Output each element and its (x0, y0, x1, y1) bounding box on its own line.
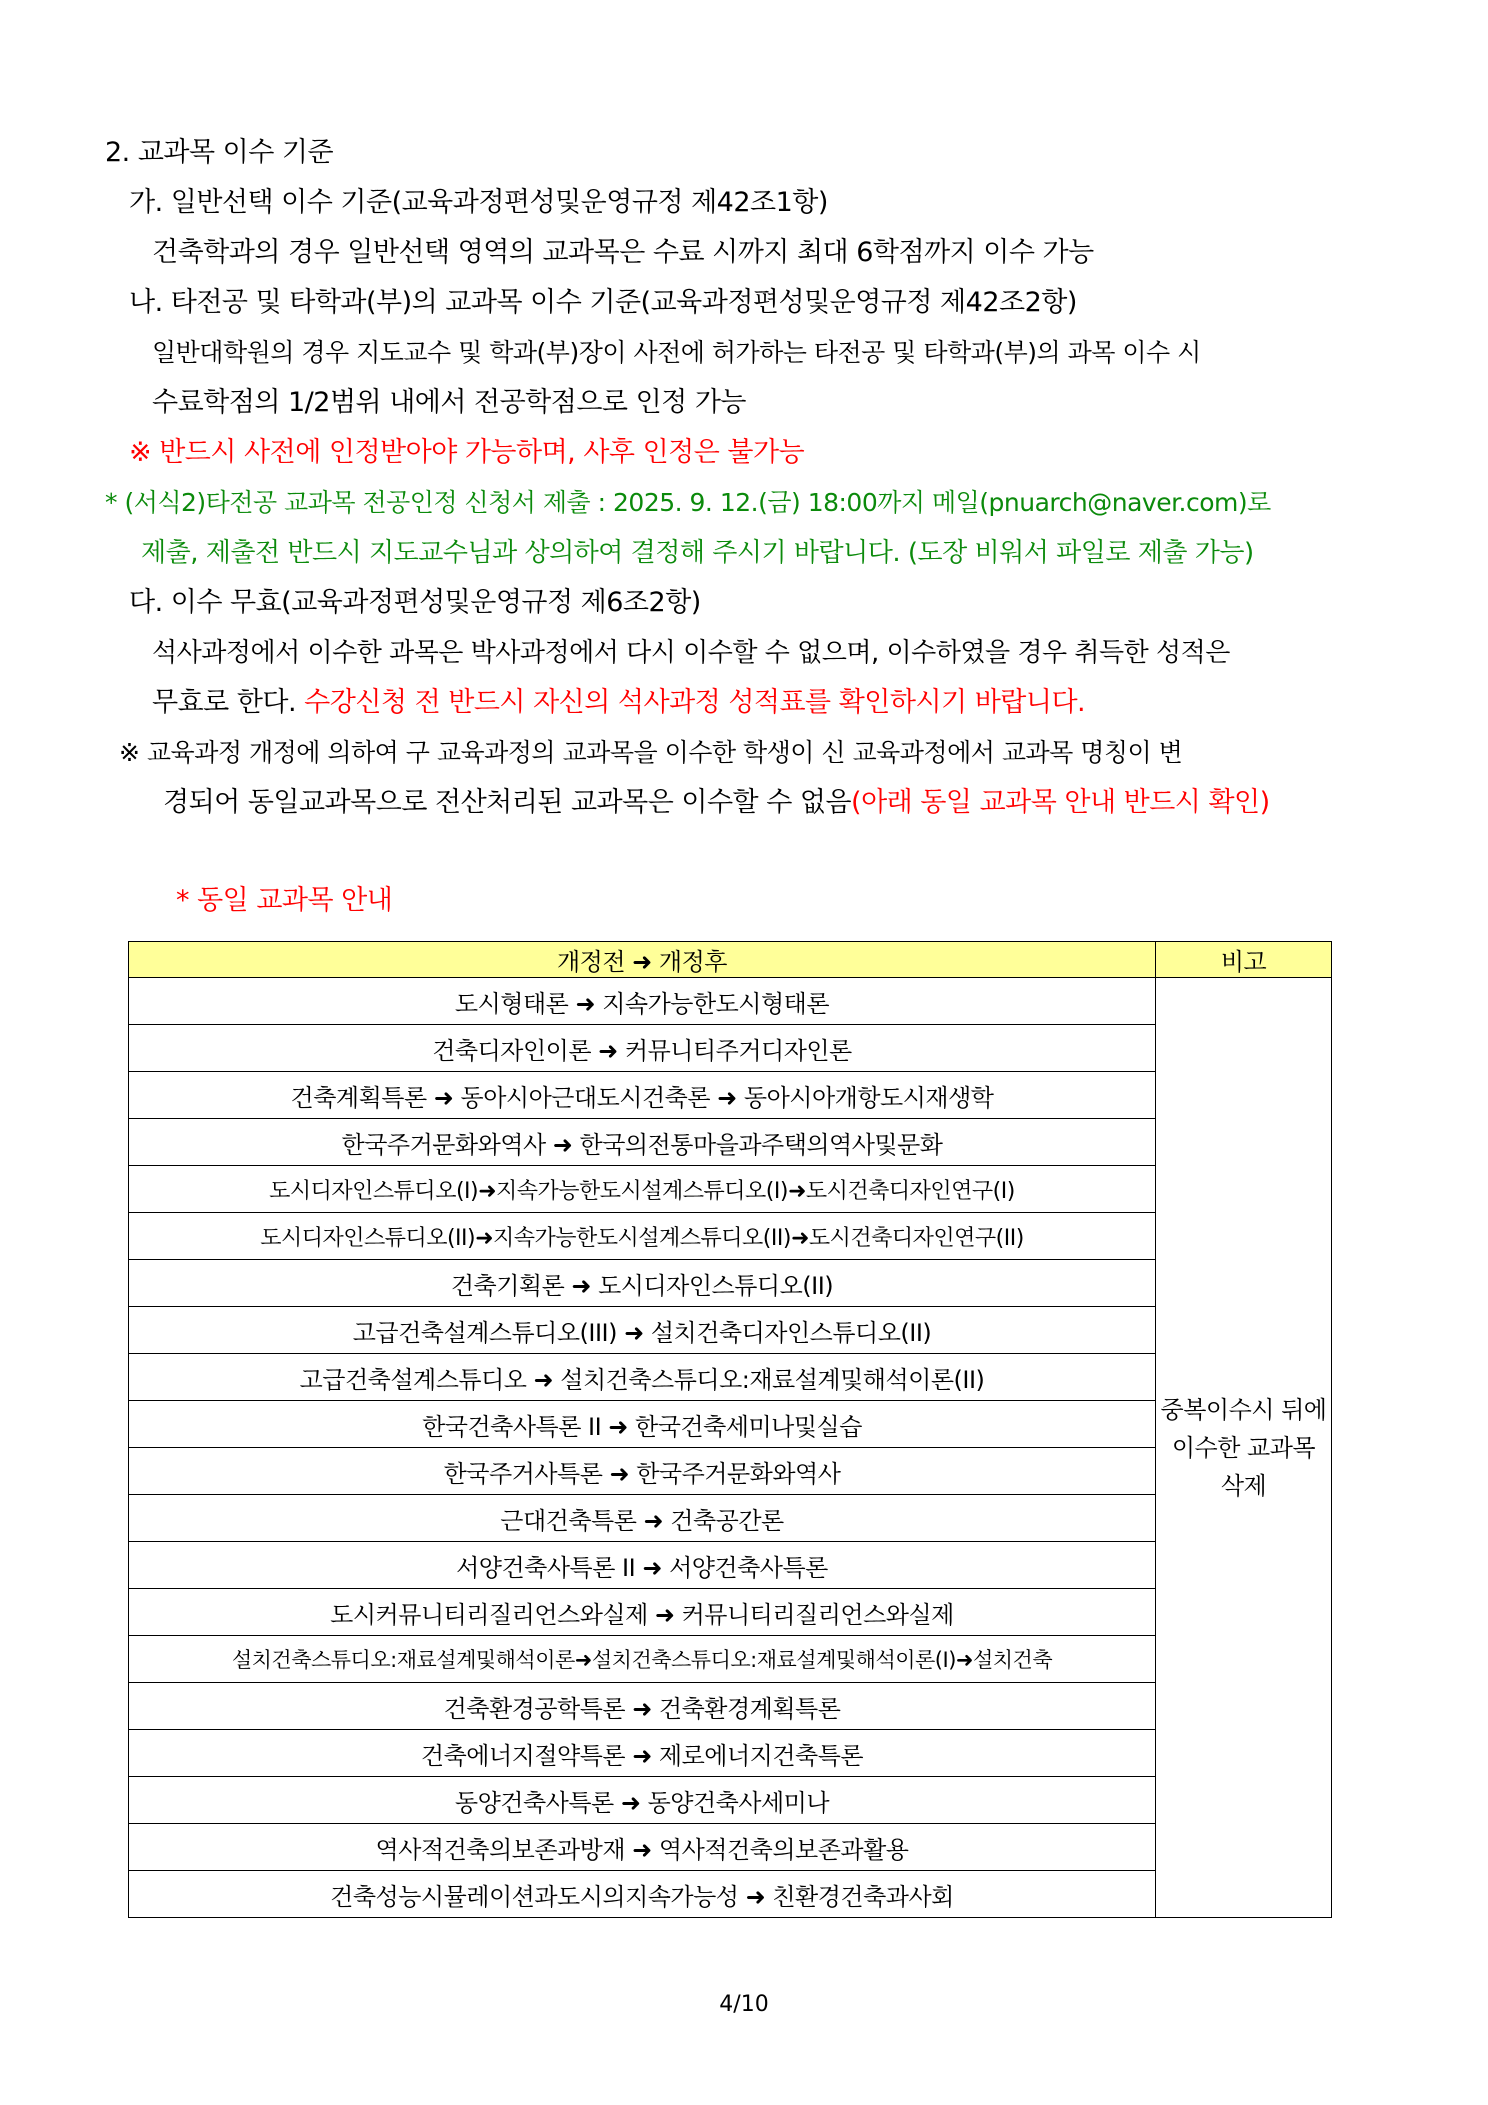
course-change-cell: 건축계획특론 ➜ 동아시아근대도시건축론 ➜ 동아시아개항도시재생학 (129, 1072, 1156, 1119)
course-change-cell: 도시디자인스튜디오(II)➜지속가능한도시설계스튜디오(II)➜도시건축디자인연구(II) (129, 1213, 1156, 1260)
course-change-cell: 건축기획론 ➜ 도시디자인스튜디오(II) (129, 1260, 1156, 1307)
table-row (129, 1542, 1332, 1589)
table-row (129, 1166, 1332, 1213)
header-note: 비고 (1156, 942, 1332, 978)
table-row (129, 1777, 1332, 1824)
curriculum-note-text: 경되어 동일교과목으로 전산처리된 교과목은 이수할 수 없음 (163, 787, 852, 818)
course-change-cell: 동양건축사특론 ➜ 동양건축사세미나 (129, 1777, 1156, 1824)
table-row (129, 1072, 1332, 1119)
table-row (129, 978, 1332, 1025)
course-change-cell: 도시디자인스튜디오(I)➜지속가능한도시설계스튜디오(I)➜도시건축디자인연구(I) (129, 1166, 1156, 1213)
table-header-row (129, 942, 1332, 978)
table-row (129, 1354, 1332, 1401)
course-change-cell: 한국주거문화와역사 ➜ 한국의전통마을과주택의역사및문화 (129, 1119, 1156, 1166)
note-line-3: 삭제 (1220, 1471, 1267, 1500)
curriculum-note-warning: (아래 동일 교과목 안내 반드시 확인) (851, 787, 1270, 818)
subsection-na-title: 나. 타전공 및 타학과(부)의 교과목 이수 기준(교육과정편성및운영규정 제42조2항) (129, 287, 1077, 318)
da-body-text: 무효로 한다. (152, 687, 297, 718)
course-change-cell: 도시커뮤니티리질리언스와실제 ➜ 커뮤니티리질리언스와실제 (129, 1589, 1156, 1636)
course-change-cell: 도시형태론 ➜ 지속가능한도시형태론 (129, 978, 1156, 1025)
table-row (129, 1448, 1332, 1495)
table-caption: * 동일 교과목 안내 (176, 885, 393, 916)
form-note-line2: 제출, 제출전 반드시 지도교수님과 상의하여 결정해 주시기 바랍니다. (도장 비워서 파일로 제출 가능) (141, 538, 1254, 568)
form-note-line1: * (서식2)타전공 교과목 전공인정 신청서 제출 : 2025. 9. 12.(금) 18:00까지 메일(pnuarch@naver.com)로 (105, 488, 1271, 517)
curriculum-note-line2 (163, 786, 1270, 820)
course-change-cell: 고급건축설계스튜디오 ➜ 설치건축스튜디오:재료설계및해석이론(II) (129, 1354, 1156, 1401)
subsection-na-body-line2: 수료학점의 1/2범위 내에서 전공학점으로 인정 가능 (152, 387, 747, 418)
course-change-cell: 근대건축특론 ➜ 건축공간론 (129, 1495, 1156, 1542)
note-cell (1156, 978, 1332, 1918)
subsection-ga-title: 가. 일반선택 이수 기준(교육과정편성및운영규정 제42조1항) (129, 187, 828, 218)
course-change-cell: 한국주거사특론 ➜ 한국주거문화와역사 (129, 1448, 1156, 1495)
equivalent-courses-table (128, 941, 1332, 1918)
table-row (129, 1824, 1332, 1871)
note-line-1: 중복이수시 뒤에 (1160, 1395, 1327, 1424)
subsection-da-body-line1: 석사과정에서 이수한 과목은 박사과정에서 다시 이수할 수 없으며, 이수하였을 경우 취득한 성적은 (152, 638, 1230, 668)
course-change-cell: 서양건축사특론 II ➜ 서양건축사특론 (129, 1542, 1156, 1589)
table-row (129, 1025, 1332, 1072)
curriculum-note-line1: ※ 교육과정 개정에 의하여 구 교육과정의 교과목을 이수한 학생이 신 교육과정에서 교과목 명칭이 변 (119, 738, 1183, 767)
course-change-cell: 건축에너지절약특론 ➜ 제로에너지건축특론 (129, 1730, 1156, 1777)
subsection-na-warning: ※ 반드시 사전에 인정받아야 가능하며, 사후 인정은 불가능 (129, 437, 805, 468)
table-row (129, 1871, 1332, 1918)
table-row (129, 1730, 1332, 1777)
table-row (129, 1401, 1332, 1448)
table-row (129, 1213, 1332, 1260)
course-change-cell: 건축환경공학특론 ➜ 건축환경계획특론 (129, 1683, 1156, 1730)
course-change-cell: 역사적건축의보존과방재 ➜ 역사적건축의보존과활용 (129, 1824, 1156, 1871)
table-row (129, 1636, 1332, 1683)
table-row (129, 1119, 1332, 1166)
course-change-cell: 설치건축스튜디오:재료설계및해석이론➜설치건축스튜디오:재료설계및해석이론(I)➜설치건축 (129, 1636, 1156, 1683)
course-change-cell: 건축디자인이론 ➜ 커뮤니티주거디자인론 (129, 1025, 1156, 1072)
table-row (129, 1589, 1332, 1636)
course-change-cell: 건축성능시뮬레이션과도시의지속가능성 ➜ 친환경건축과사회 (129, 1871, 1156, 1918)
section-heading: 2. 교과목 이수 기준 (105, 137, 334, 168)
subsection-da-body-line2 (152, 686, 1085, 720)
course-change-cell: 한국건축사특론 II ➜ 한국건축세미나및실습 (129, 1401, 1156, 1448)
header-change: 개정전 ➜ 개정후 (129, 942, 1156, 978)
note-line-2: 이수한 교과목 (1171, 1433, 1316, 1462)
table-row (129, 1683, 1332, 1730)
page-number: 4/10 (719, 1992, 769, 2017)
subsection-ga-body: 건축학과의 경우 일반선택 영역의 교과목은 수료 시까지 최대 6학점까지 이수 가능 (152, 237, 1094, 268)
subsection-na-body-line1: 일반대학원의 경우 지도교수 및 학과(부)장이 사전에 허가하는 타전공 및 타학과(부)의 과목 이수 시 (152, 338, 1201, 367)
table-row (129, 1495, 1332, 1542)
table-row (129, 1307, 1332, 1354)
course-change-cell: 고급건축설계스튜디오(III) ➜ 설치건축디자인스튜디오(II) (129, 1307, 1156, 1354)
subsection-da-title: 다. 이수 무효(교육과정편성및운영규정 제6조2항) (129, 587, 701, 618)
da-body-warning: 수강신청 전 반드시 자신의 석사과정 성적표를 확인하시기 바랍니다. (304, 687, 1086, 718)
table-row (129, 1260, 1332, 1307)
